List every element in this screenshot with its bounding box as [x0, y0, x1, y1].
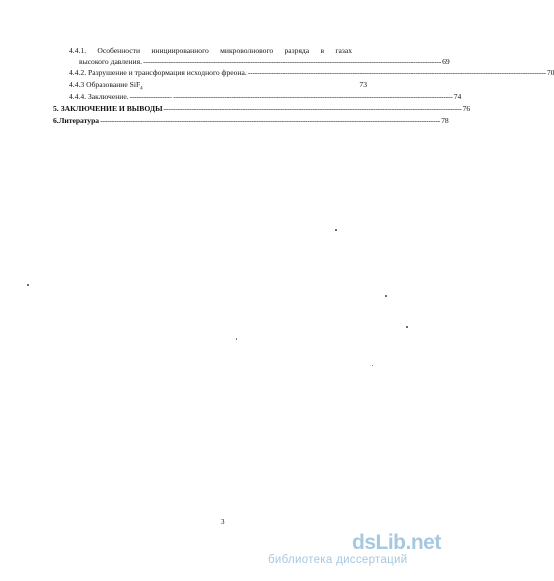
toc-entry-text: 4.4.2. Разрушение и трансформация исходного фреона. — [69, 68, 247, 77]
watermark-subtitle: библиотека диссертаций — [268, 554, 408, 566]
toc-page-number: 69 — [442, 57, 450, 66]
watermark-logo: dsLib.net — [352, 531, 441, 554]
toc-entry-4-4-1 — [79, 57, 450, 66]
toc-entry-6 — [53, 116, 449, 125]
page-number: 3 — [221, 518, 225, 526]
toc-page-number: 70 — [546, 68, 554, 77]
toc-entry-text: 6.Литература — [53, 116, 100, 125]
toc-entry-text: 4.4.3 Образование SiF$_4$ — [69, 80, 143, 92]
toc-entry-5 — [53, 104, 471, 113]
toc-leader: -------------------------------------------------------------------------------------------------------------------------------------------------- — [100, 116, 441, 125]
toc-page-number: 73 — [359, 80, 367, 89]
scan-speck — [372, 365, 373, 366]
toc-entry-text: высокого давления. — [79, 57, 142, 66]
toc-page-number: 76 — [462, 104, 471, 113]
toc-leader: -------------------------------------------------------------------------------------------------------------------------------- — [247, 68, 546, 77]
toc-leader: ------------------ ------------------------------------------------------------------------------------------------------------------------ — [129, 92, 453, 101]
scan-speck — [385, 295, 387, 297]
toc-leader: -------------------------------------------------------------------------------------------------------------------------------- — [163, 104, 462, 113]
toc-page-number: 74 — [453, 92, 462, 101]
toc-entry-text: 4.4.4. Заключение. — [69, 92, 129, 101]
scan-speck — [236, 338, 237, 340]
toc-entry-4-4-4 — [69, 92, 462, 101]
scan-speck — [27, 284, 29, 286]
toc-page-number: 78 — [441, 116, 449, 125]
toc-entry-text: 5. ЗАКЛЮЧЕНИЕ И ВЫВОДЫ — [53, 104, 163, 113]
scan-speck — [335, 229, 337, 231]
toc-entry-4-4-2 — [69, 68, 554, 77]
scan-speck — [406, 326, 408, 328]
toc-entry-4-4-1-line1: 4.4.1. Особенности инициированного микроволнового разряда в газах — [69, 46, 352, 55]
toc-leader: -------------------------------------------------------------------------------------------------------------------------------- — [142, 57, 442, 66]
